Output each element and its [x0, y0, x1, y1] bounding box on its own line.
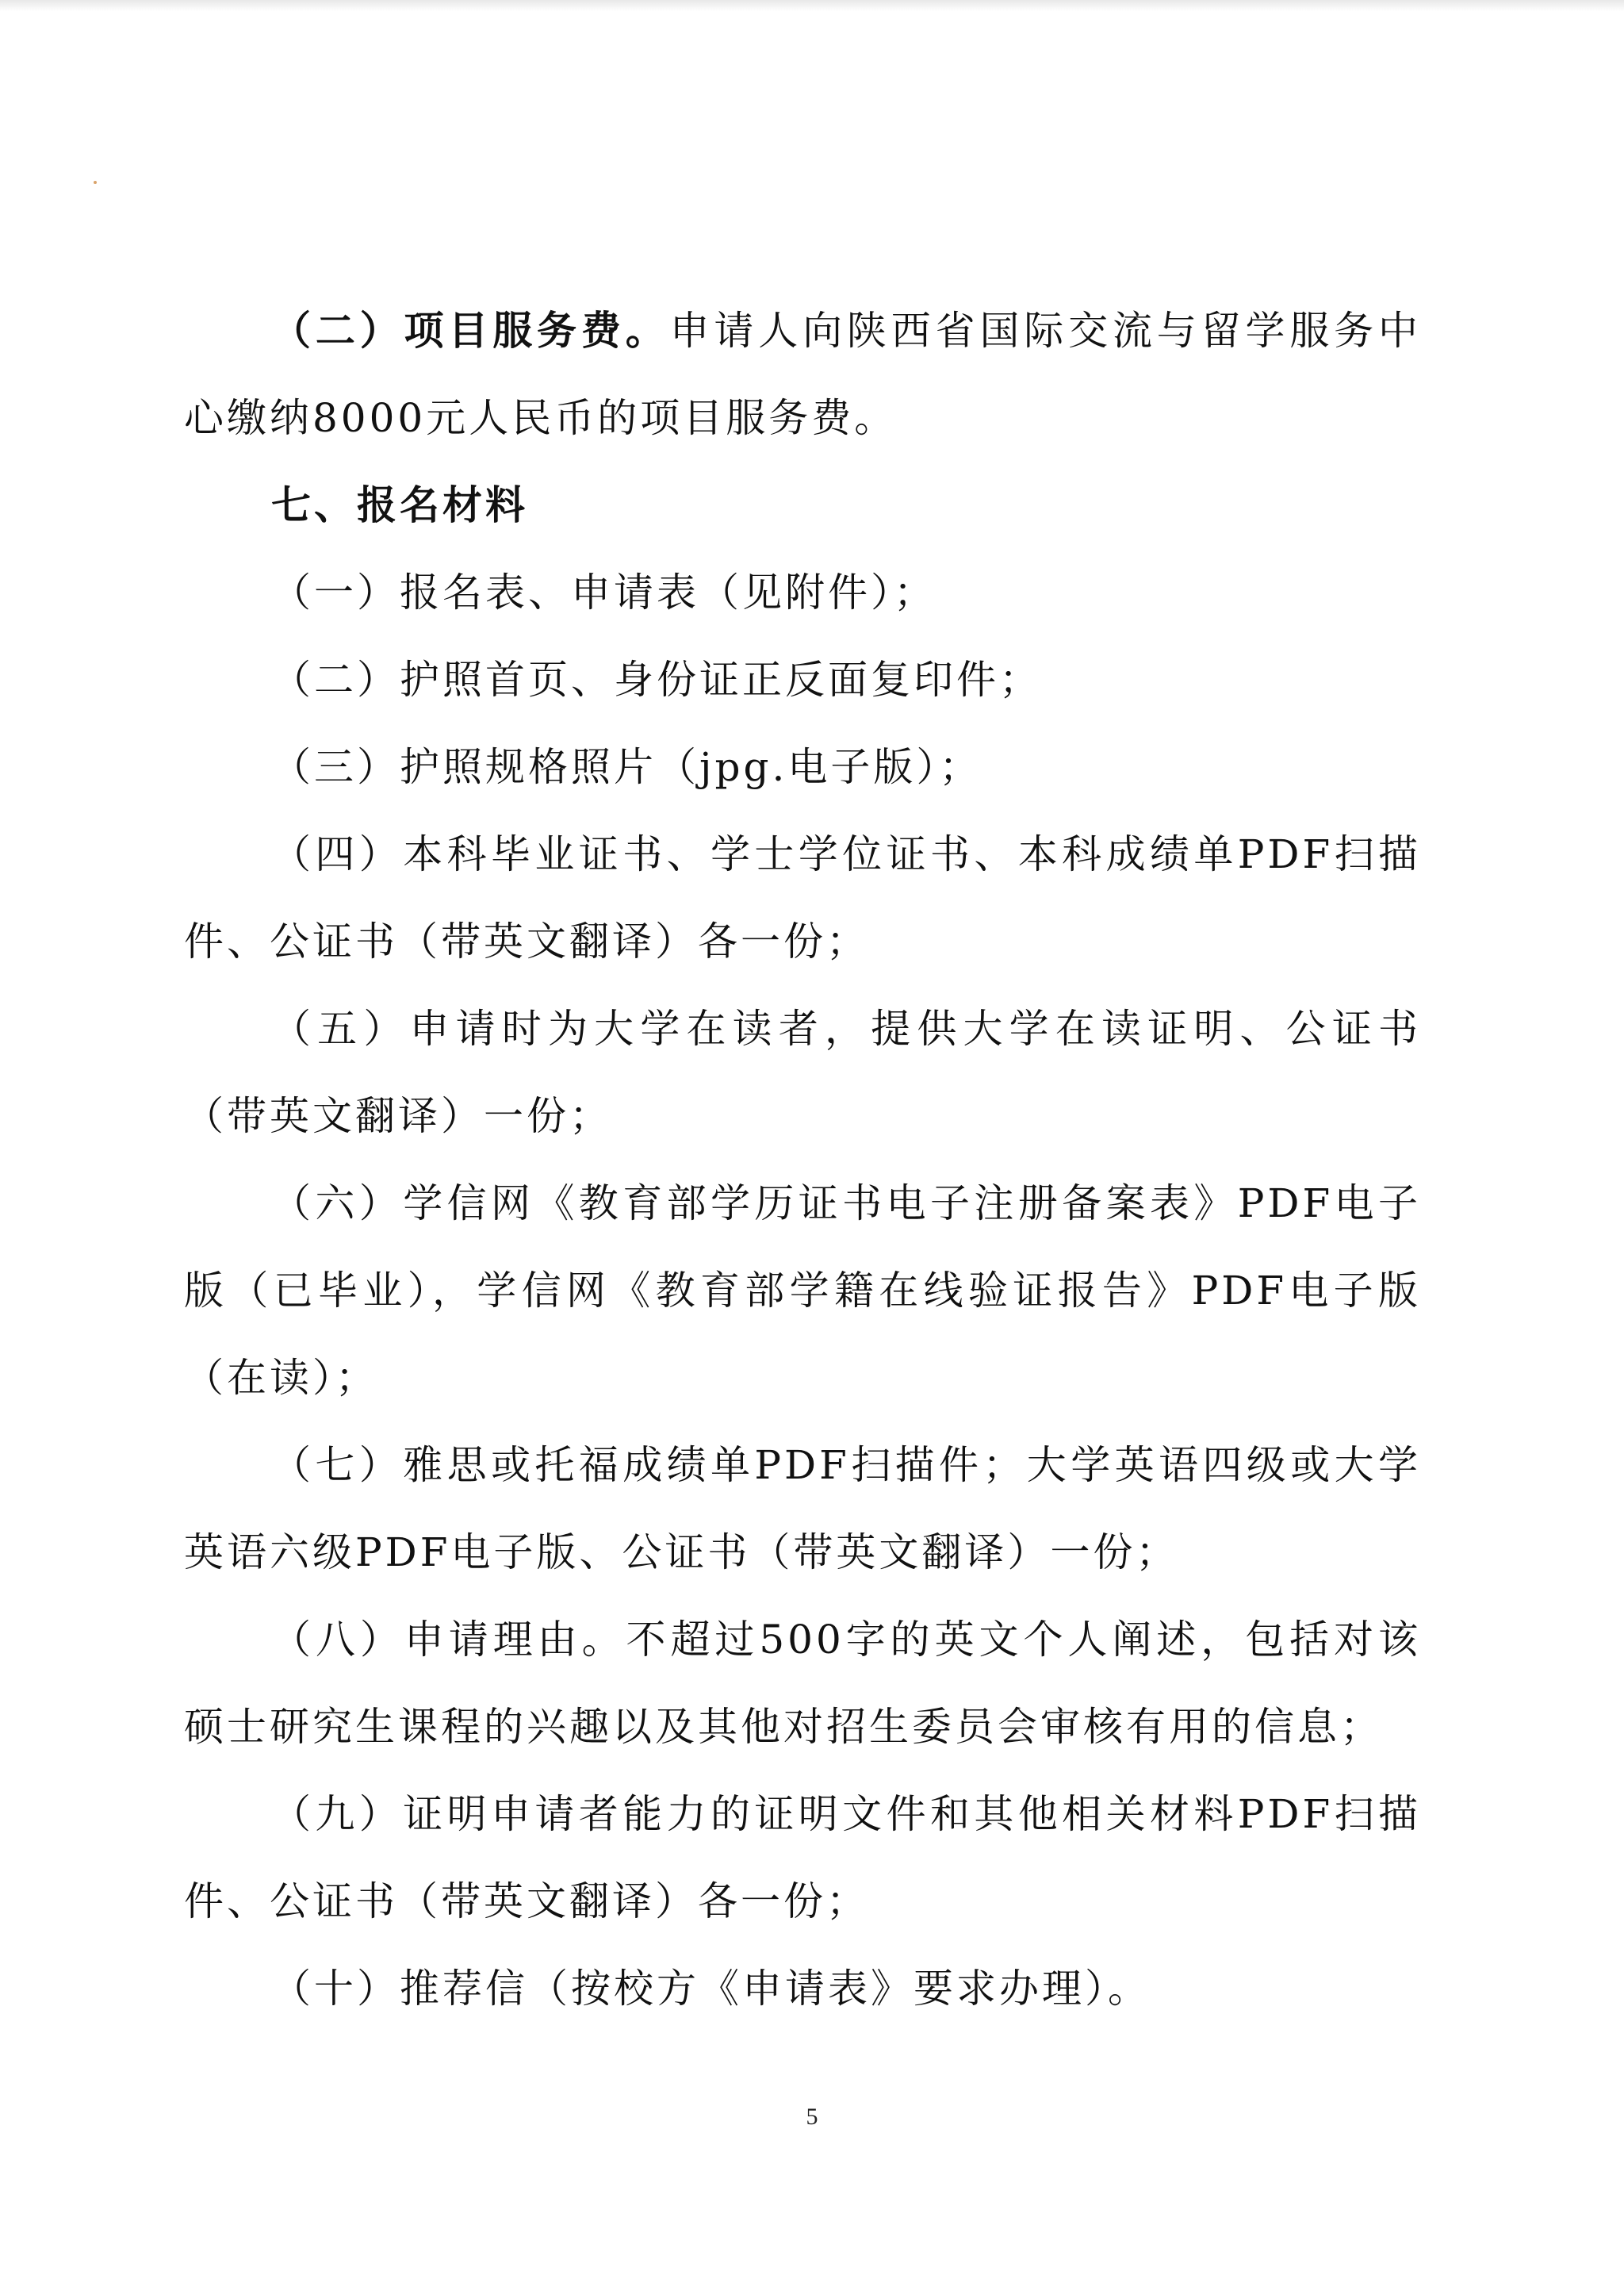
materials-item-7: （七）雅思或托福成绩单PDF扫描件；大学英语四级或大学英语六级PDF电子版、公证书（带英文翻译）一份； — [184, 1442, 1421, 1575]
materials-item-5: （五）申请时为大学在读者，提供大学在读证明、公证书（带英文翻译）一份； — [184, 1006, 1421, 1139]
scan-speck — [94, 181, 97, 184]
materials-item-8: （八）申请理由。不超过500字的英文个人阐述，包括对该硕士研究生课程的兴趣以及其他对招生委员会审核有用的信息； — [184, 1617, 1421, 1750]
materials-item-6: （六）学信网《教育部学历证书电子注册备案表》PDF电子版（已毕业），学信网《教育部学籍在线验证报告》PDF电子版（在读）； — [184, 1180, 1421, 1401]
fee-text: 申请人向陕西省国际交流与留学服务中心缴纳8000元人民币的项目服务费。 — [184, 308, 1422, 441]
fee-paragraph — [184, 287, 1421, 462]
materials-item-1: （一）报名表、申请表（见附件）； — [271, 570, 936, 616]
materials-item-4: （四）本科毕业证书、学士学位证书、本科成绩单PDF扫描件、公证书（带英文翻译）各一份； — [184, 831, 1421, 965]
materials-item-9: （九）证明申请者能力的证明文件和其他相关材料PDF扫描件、公证书（带英文翻译）各一份； — [184, 1791, 1421, 1924]
materials-heading: 七、报名材料 — [271, 482, 528, 528]
materials-item-3: （三）护照规格照片（jpg.电子版）； — [271, 744, 982, 790]
page-number: 5 — [806, 2104, 818, 2130]
fee-lead: （二）项目服务费。 — [271, 308, 670, 354]
scan-top-edge — [0, 0, 1624, 11]
materials-item-10: （十）推荐信（按校方《申请表》要求办理）。 — [271, 1966, 1151, 2012]
document-body — [184, 287, 1421, 2032]
materials-item-2: （二）护照首页、身份证正反面复印件； — [271, 657, 1042, 703]
